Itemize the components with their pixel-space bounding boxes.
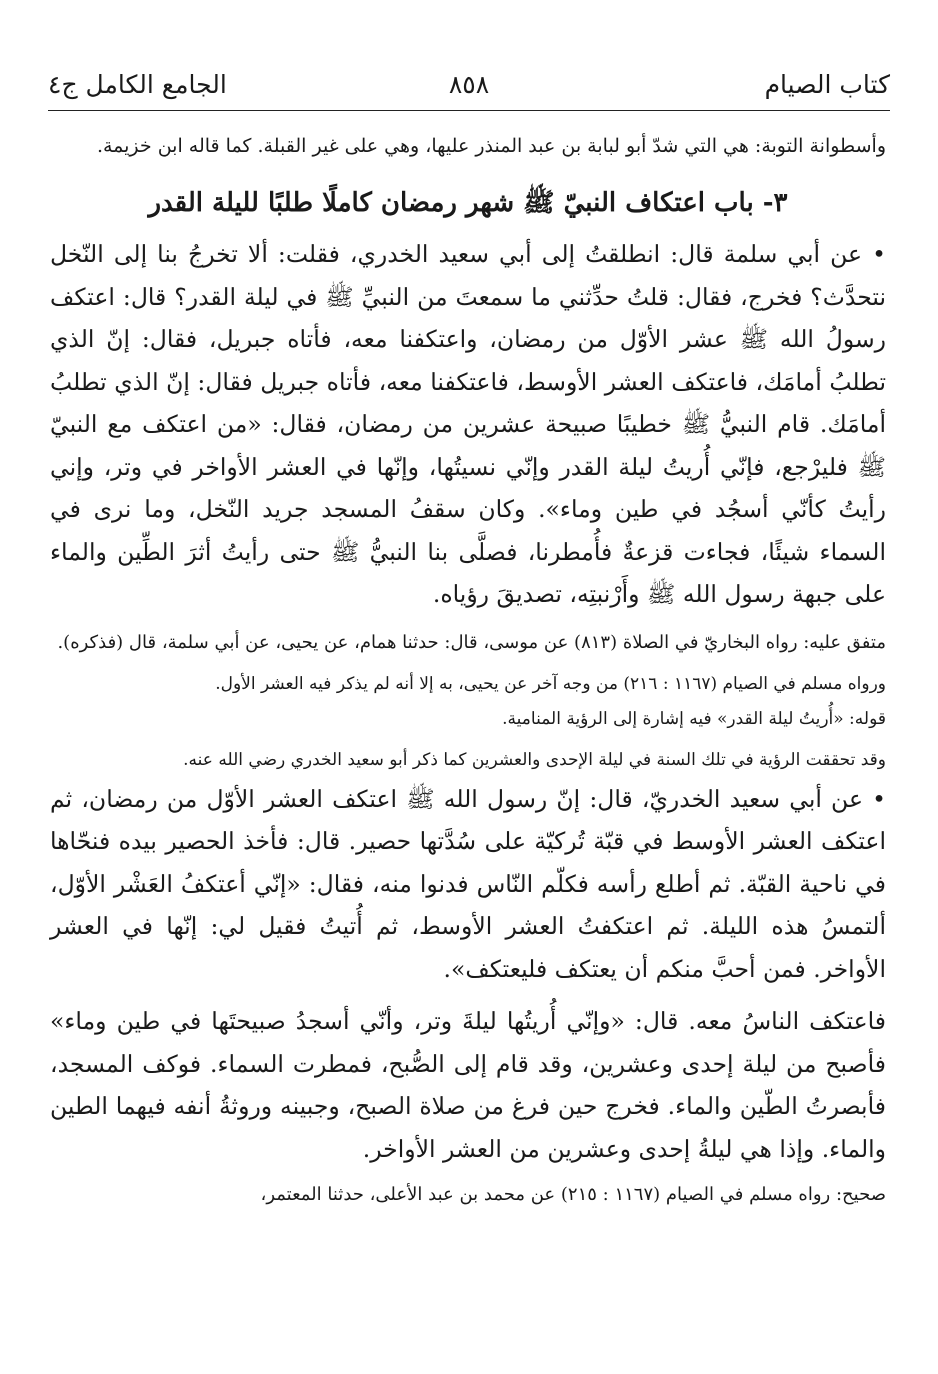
page-number: ٨٥٨ [448,70,490,99]
main-text [50,128,886,1213]
takhrij-note: وقد تحققت الرؤية في تلك السنة في ليلة الإحدى والعشرين كما ذكر أبو سعيد الخدري رضي الله عنه. [183,749,886,770]
takhrij-note: ورواه مسلم في الصيام (١١٦٧ : ٢١٦) من وجه آخر عن يحيى، به إلا أنه لم يذكر فيه العشر الأول. [215,673,886,694]
hadith-paragraph: • عن أبي سلمة قال: انطلقتُ إلى أبي سعيد الخدري، فقلت: ألا تخرجُ بنا إلى النّخل نتحدَّث؟ فخرج، فقال: قلتُ حدِّثني ما سمعتَ من النبيِّ ﷺ في ليلة القدر؟ قال: اعتكف رسولُ الله ﷺ عشر الأوّل من رمضان، واعتكفنا معه، فأتاه جبريل، فقال: إنّ الذي تطلبُ أمامَك، فاعتكف العشر الأوسط، فاعتكفنا معه، فأتاه جبريل فقال: إنّ الذي تطلبُ أمامَك. قام النبيُّ ﷺ خطيبًا صبيحة عشرين من رمضان، فقال: «من اعتكف مع النبيّ ﷺ فليرْجع، فإنّي أُريتُ ليلة القدر وإنّي نسيتُها، وإنّها في العشر الأواخر في وتر، وإني رأيتُ كأنّي أسجُد في طين وماء». وكان سقفُ المسجد جريد النّخل، وما نرى في السماء شيئًا، فجاءت قزعةٌ فأُمطرنا، فصلَّى بنا النبيُّ ﷺ حتى رأيتُ أثرَ الطِّين والماء على جبهة رسول الله ﷺ وأَرْنبتِه، تصديقَ رؤياه. [50,240,887,608]
hadith-paragraph: فاعتكف الناسُ معه. قال: «وإنّي أُريتُها ليلةَ وتر، وأنّي أسجدُ صبيحتَها في طين وماء» فأصبح من ليلة إحدى وعشرين، وقد قام إلى الصُّبح، فمطرت السماء. فوكف المسجد، فأبصرتُ الطّين والماء. فخرج حين فرغ من صلاة الصبح، وجبينه وروثةُ أنفه فيهما الطين والماء. وإذا هي ليلةُ إحدى وعشرين من العشر الأواخر. [50,1007,886,1163]
header-divider [48,110,890,111]
chapter-heading: ٣- باب اعتكاف النبيّ ﷺ شهر رمضان كاملًا طلبًا لليلة القدر [148,188,788,218]
running-header [48,70,890,106]
takhrij-note: قوله: «أُريتُ ليلة القدر» فيه إشارة إلى الرؤية المنامية. [502,708,886,729]
takhrij-note: متفق عليه: رواه البخاريّ في الصلاة (٨١٣) عن موسى، قال: حدثنا همام، عن يحيى، عن أبي سلمة، قال (فذكره). [57,631,886,653]
book-section-title: كتاب الصيام [764,70,890,99]
intro-note: وأسطوانة التوبة: هي التي شدّ أبو لبابة بن عبد المنذر عليها، وهي على غير القبلة. كما قاله ابن خزيمة. [96,135,886,157]
takhrij-note: صحيح: رواه مسلم في الصيام (١١٦٧ : ٢١٥) عن محمد بن عبد الأعلى، حدثنا المعتمر، [260,1184,886,1205]
book-title: الجامع الكامل ج٤ [48,70,227,99]
hadith-paragraph: • عن أبي سعيد الخدريّ، قال: إنّ رسول الله ﷺ اعتكف العشر الأوّل من رمضان، ثم اعتكف العشر الأوسط في قبّة تُركيّة على سُدَّتها حصير. قال: فأخذ الحصير بيده فنحّاها في ناحية القبّة. ثم أطلع رأسه فكلّم النّاس فدنوا منه، فقال: «إنّي أعتكفُ العَشْر الأوّل، ألتمسُ هذه الليلة. ثم اعتكفتُ العشر الأوسط، ثم أُتيتُ فقيل لي: إنّها في العشر الأواخر. فمن أحبَّ منكم أن يعتكف فليعتكف». [50,784,886,983]
